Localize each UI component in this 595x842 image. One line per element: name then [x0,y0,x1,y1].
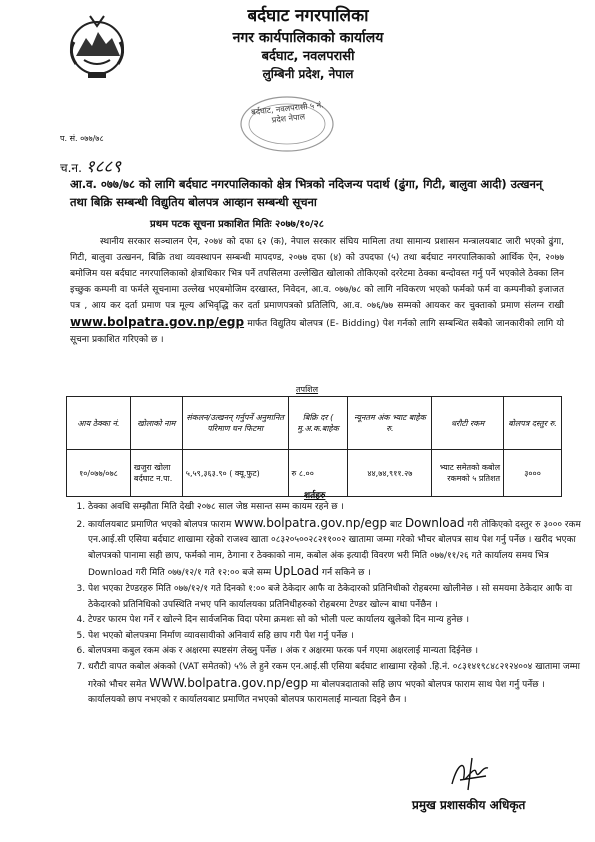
dispatch-label: च.न. [60,161,82,175]
condition-text: टेण्डर फारम पेश गर्ने र खोल्ने दिन सार्वजनिक विदा परेमा क्रमशः सो को भोली पल्ट कार्यालय खुलेको दिन मान्य हुनेछ । [88,615,469,626]
municipality-name: बर्दघाट नगरपालिका [247,6,369,26]
letterhead [158,4,458,82]
egp-link[interactable]: www.bolpatra.gov.np/egp [234,515,388,530]
list-item [88,660,584,709]
list-item [88,500,584,516]
condition-text: बाट [387,519,405,530]
condition-text: गरी तोकिएको दस्तुर रु ३००० रकम एन.आई.सी एसिया बर्दघाट शाखामा रहेको राजश्व खाता ०८३२०५००२८२११००२ खातामा जम्मा गरेको भौचर बोलपत्र साथ पेश गर्नु पर्नेछ । खरीद भएका बोलपत्रको पानामा सही छाप, फर्मको नाम, ठेगाना र ठेक्काको नाम, कबोल अंक इत्यादी विवरण भरी मिति ०७७/११/२६ गते कार्यालय समय भित्र Download गरी मिति ०७७/१२/१ गते १२:०० बजे सम्म [88,519,581,579]
letter-ref-number: प. सं. ०७७/७८ [60,134,104,143]
col-header-minimum-amount: न्यूनतम अंक भ्याट बाहेक रु. [348,397,432,450]
upload-keyword: UpLoad [273,564,320,579]
cell-rate: रु ८.०० [288,450,348,497]
col-header-river: खोलाको नाम [130,397,182,450]
notice-title: आ.व. ०७७/७८ को लागि बर्दघाट नगरपालिकाको क्षेत्र भित्रको नदिजन्य पदार्थ (ढुंगा, गिटी, बालुवा आदी) उत्खनन् तथा बिक्रि सम्बन्धी विद्युतिय बोलपत्र आव्हान सम्बन्धी सूचना [70,177,543,209]
condition-text: मा बोलपत्रदाताको सहि छाप भएको बोलपत्र फाराम साथ पेश गर्नु पर्नेछ । कार्यालयको छाप नभएको र कार्यालयबाट प्रमाणित नभएको बोलपत्र फारामलाई मान्यता दिइने छैन । [88,679,545,706]
signatory-title: प्रमुख प्रशासकीय अधिकृत [412,798,526,812]
province-country: लुम्बिनी प्रदेश, नेपाल [262,67,354,81]
list-item [88,644,584,660]
nepal-emblem-icon [64,12,130,82]
stamp-text: बर्दघाट, नवलपरासी ५ नं. प्रदेश नेपाल [250,100,325,125]
condition-text: ठेक्का अवधि सम्झौता मिति देखी २०७८ साल जेष्ठ मसान्त सम्म कायम रहने छ । [88,502,344,512]
publication-date: प्रथम पटक सूचना प्रकाशित मितिः २०७७/१०/२८ [150,219,324,230]
dispatch-number [60,154,121,177]
tender-table [66,396,562,497]
cell-river: खजुरा खोला बर्दघाट न.पा. [130,450,182,497]
condition-text: पेश भएको बोलपत्रमा निर्माण व्यावसायीको अनिवार्य सहि छाप गरी पेश गर्नु पर्नेछ । [88,630,354,641]
egp-link[interactable]: www.bolpatra.gov.np/egp [70,315,245,329]
cell-deposit: भ्याट समेतको कबोल रकमको ५ प्रतिशत [432,450,504,497]
condition-text: पेश भएका टेण्डरहरु मिति ०७७/१२/१ गते दिनको १:०० बजे ठेकेदार आफै वा ठेकेदारको प्रतिनिधीको रोहबरमा खोलीनेछ । सो समयमा ठेकेदार आफै वा ठेकेदारको प्रतिनिधिको उपस्थिति नभए पनि कार्यालयका प्रतिनिधीहरुको रोहबरमा टेण्डर खोल्न बाधा पर्नेछैन । [88,583,573,610]
egp-link[interactable]: WWW.bolpatra.gov.np/egp [149,675,309,690]
table-caption: तपशिल [296,385,319,394]
notice-text-2: मार्फत विद्युतिय बोलपत्र (E- Bidding) पेश गर्नको लागि सम्बन्धित सबैको जानकारीको लागि यो सूचना प्रकाशित गरिएको छ । [70,319,564,345]
office-name: नगर कार्यपालिकाको कार्यालय [232,30,384,46]
download-keyword: Download [404,515,465,530]
conditions-heading: शर्तहरु [304,491,326,501]
list-item [88,582,584,613]
col-header-rate: बिक्रि दर ( मु.अ.क.बाहेक [288,397,348,450]
col-header-quantity: संकलन/उत्खनन् गर्नुपर्ने अनुमानित परिमाण घन फिटमा [182,397,288,450]
list-item [88,516,584,582]
signature-icon [446,754,494,794]
cell-contract-no: १०/०७७/०७८ [67,450,131,497]
condition-text: कार्यालयबाट प्रमाणित भएको बोलपत्र फाराम [88,519,235,530]
col-header-deposit: धरौटी रकम [432,397,504,450]
list-item [88,613,584,629]
conditions-list [66,500,584,709]
condition-text: धरौटी वापत कबोल अंकको (VAT समेतको) ५% ले हुने रकम एन.आई.सी एसिया बर्दघाट शाखामा रहेको .हि.नं. ०८३१४१९८४८२१२४००४ खातामा जम्मा गरेको भौचर समेत [88,661,581,690]
condition-text: बोलपत्रमा कबुल रकम अंक र अक्षरमा स्पष्टसंग लेख्नु पर्नेछ । अंक र अक्षरमा फरक पर्न गएमा अक्षरलाई मान्यता दिईनेछ । [88,646,479,657]
col-header-contract-no: आय ठेक्का नं. [67,397,131,450]
table-header-row [67,397,562,450]
cell-minimum-amount: ४४,७४,९११.२७ [348,450,432,497]
list-item [88,629,584,645]
col-header-bid-fee: बोलपत्र दस्तुर रु. [504,397,562,450]
dispatch-value: १८८९ [85,157,122,177]
cell-bid-fee: ३००० [504,450,562,497]
condition-text: गर्न सकिने छ । [319,568,371,579]
cell-quantity: ५,५९,३६३.९० ( क्यू.फुट) [182,450,288,497]
notice-body [70,234,564,348]
office-location: बर्दघाट, नवलपरासी [261,49,355,64]
notice-text-1: स्थानीय सरकार सञ्चालन ऐन, २०७४ को दफा ६२ (क), नेपाल सरकार संघिय मामिला तथा सामान्य प्रशासन मन्त्रालयबाट जारी भएको ढुंगा, गिटी, बालुवा उत्खनन, बिक्रि तथा व्यवस्थापन सम्बन्धी मापदण्ड, २०७७ दफा (४) को उपदफा (५) तथा बर्दघाट नगरपालिकाको आर्थिक ऐन, २०७७ बमोजिम यस बर्दघाट नगरपालिकाको क्षेत्राधिकार भित्र पर्ने तपसिलमा उल्लेखित खोलाको तोकिएको दररेटमा ठेक्का बन्दोवस्त गर्नु पर्ने भएकोले ठेक्का लिन इच्छुक कम्पनी वा फर्मले सूचनामा उल्लेख भएबमोजिम दरखास्त, निवेदन, आ.व. ०७७/७८ को लागि नविकरण भएको फर्मको फर्म वा कम्पनीको इजाजत पत्र , आय कर दर्ता प्रमाण पत्र मूल्य अभिवृद्धि कर दर्ता प्रमाणपत्रको प्रतिलिपि, आ.व. ०७६/७७ सम्मको आयकर कर चुक्ताको प्रमाण संलग्न राखी [70,237,564,311]
